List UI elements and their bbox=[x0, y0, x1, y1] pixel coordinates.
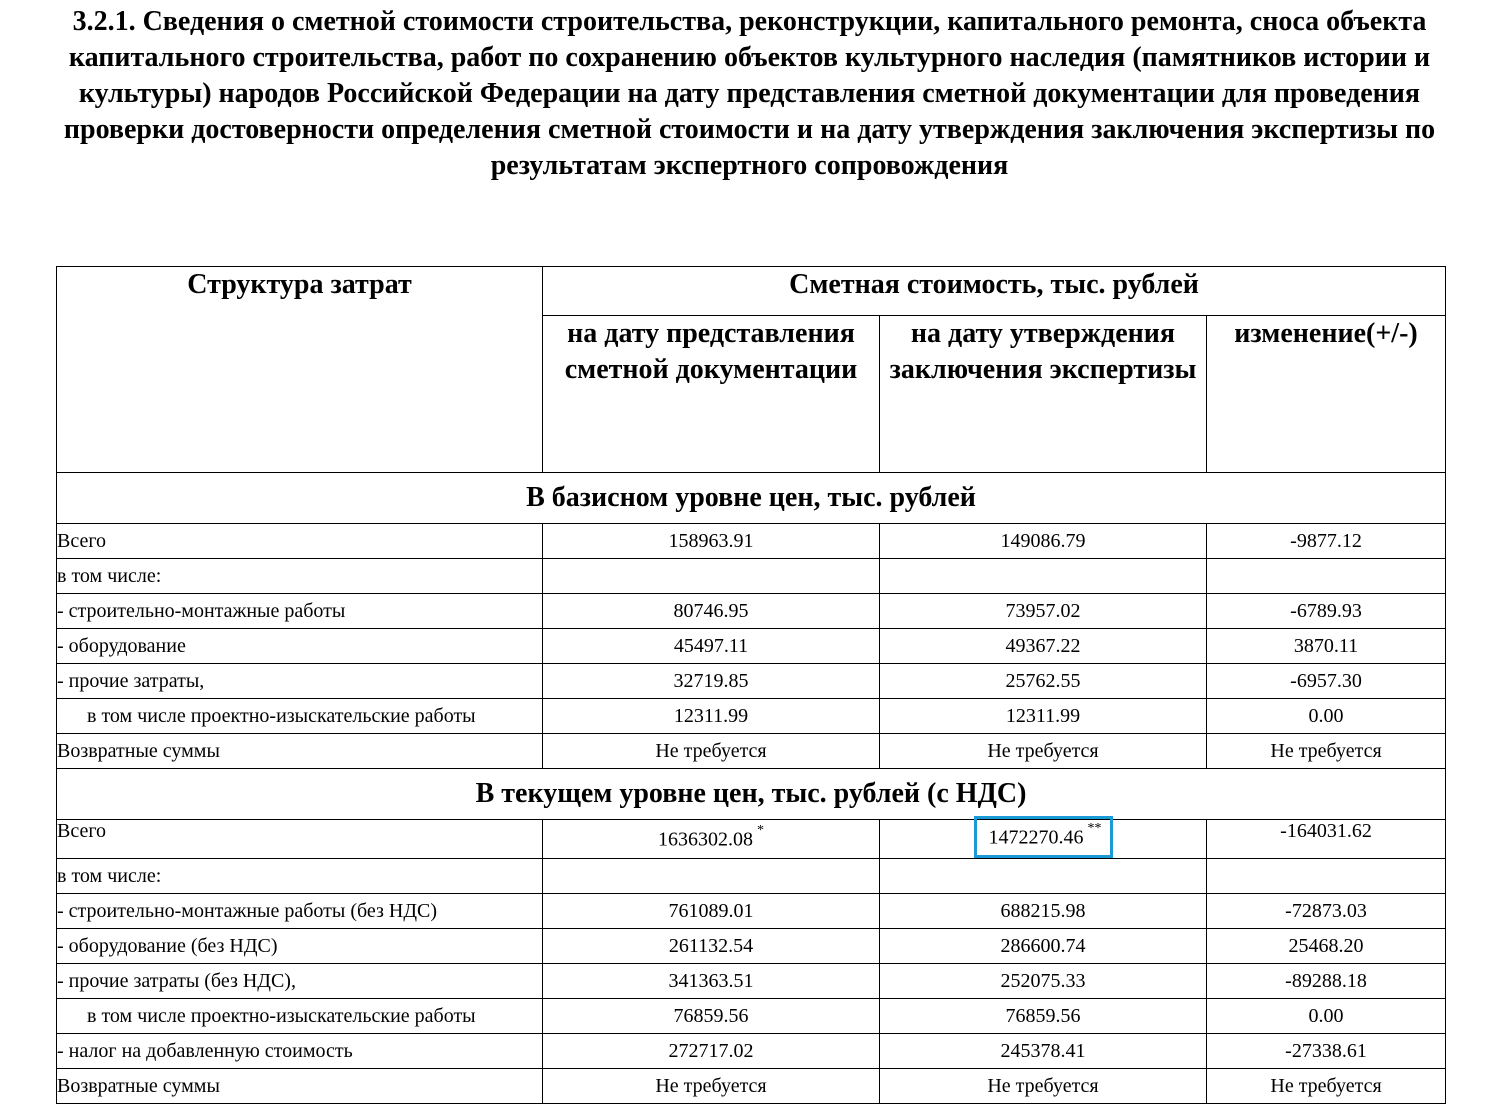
value-approve-text: 1472270.46 bbox=[988, 826, 1084, 849]
value-approve: 76859.56 bbox=[880, 999, 1207, 1034]
footnote-mark: ** bbox=[1087, 820, 1102, 836]
value-submit: 261132.54 bbox=[543, 929, 880, 964]
table-row bbox=[57, 594, 1446, 629]
header-row bbox=[57, 267, 1446, 316]
header-approve-date: на дату утверждения заключения экспертизы bbox=[880, 316, 1207, 473]
value-submit bbox=[543, 859, 880, 894]
row-label: Всего bbox=[57, 820, 543, 859]
value-approve: 252075.33 bbox=[880, 964, 1207, 999]
value-submit: 341363.51 bbox=[543, 964, 880, 999]
value-approve bbox=[880, 820, 1207, 859]
value-submit bbox=[543, 820, 880, 859]
value-change: -164031.62 bbox=[1207, 820, 1446, 859]
value-change: 3870.11 bbox=[1207, 629, 1446, 664]
section-base-title: В базисном уровне цен, тыс. рублей bbox=[57, 473, 1446, 524]
base-rows bbox=[57, 524, 1446, 769]
value-submit: 12311.99 bbox=[543, 699, 880, 734]
value-approve: 73957.02 bbox=[880, 594, 1207, 629]
section-row-current bbox=[57, 769, 1446, 820]
table-row bbox=[57, 964, 1446, 999]
row-label: - оборудование (без НДС) bbox=[57, 929, 543, 964]
row-label: - прочие затраты (без НДС), bbox=[57, 964, 543, 999]
value-change: Не требуется bbox=[1207, 1069, 1446, 1104]
row-label: - строительно-монтажные работы (без НДС) bbox=[57, 894, 543, 929]
header-submit-date: на дату представления сметной документации bbox=[543, 316, 880, 473]
value-change: 0.00 bbox=[1207, 699, 1446, 734]
value-change bbox=[1207, 559, 1446, 594]
cost-table bbox=[56, 266, 1446, 1104]
row-label: Возвратные суммы bbox=[57, 1069, 543, 1104]
value-approve bbox=[880, 859, 1207, 894]
value-change: -6957.30 bbox=[1207, 664, 1446, 699]
table-row bbox=[57, 524, 1446, 559]
table-row bbox=[57, 734, 1446, 769]
value-approve: 245378.41 bbox=[880, 1034, 1207, 1069]
value-change: -27338.61 bbox=[1207, 1034, 1446, 1069]
table-row bbox=[57, 1069, 1446, 1104]
row-label: в том числе: bbox=[57, 859, 543, 894]
table-row bbox=[57, 929, 1446, 964]
value-change: -89288.18 bbox=[1207, 964, 1446, 999]
value-approve: 149086.79 bbox=[880, 524, 1207, 559]
value-change bbox=[1207, 859, 1446, 894]
row-label: - налог на добавленную стоимость bbox=[57, 1034, 543, 1069]
row-label: Возвратные суммы bbox=[57, 734, 543, 769]
value-approve: 286600.74 bbox=[880, 929, 1207, 964]
row-label: в том числе проектно-изыскательские работы bbox=[57, 699, 543, 734]
header-change: изменение(+/-) bbox=[1207, 316, 1446, 473]
value-submit: 761089.01 bbox=[543, 894, 880, 929]
table-row bbox=[57, 894, 1446, 929]
value-submit: 45497.11 bbox=[543, 629, 880, 664]
value-submit: 158963.91 bbox=[543, 524, 880, 559]
footnote-mark: * bbox=[757, 822, 764, 838]
value-change: Не требуется bbox=[1207, 734, 1446, 769]
current-rows bbox=[57, 859, 1446, 1104]
value-change: 0.00 bbox=[1207, 999, 1446, 1034]
value-submit: Не требуется bbox=[543, 734, 880, 769]
table-row bbox=[57, 1034, 1446, 1069]
value-submit: 272717.02 bbox=[543, 1034, 880, 1069]
section-row-base bbox=[57, 473, 1446, 524]
value-change: -72873.03 bbox=[1207, 894, 1446, 929]
header-structure: Структура затрат bbox=[57, 267, 543, 473]
value-submit bbox=[543, 559, 880, 594]
row-label: - строительно-монтажные работы bbox=[57, 594, 543, 629]
value-approve: 25762.55 bbox=[880, 664, 1207, 699]
value-change: -9877.12 bbox=[1207, 524, 1446, 559]
row-label: Всего bbox=[57, 524, 543, 559]
table-row bbox=[57, 559, 1446, 594]
section-current-title: В текущем уровне цен, тыс. рублей (с НДС) bbox=[57, 769, 1446, 820]
value-change: -6789.93 bbox=[1207, 594, 1446, 629]
value-approve: Не требуется bbox=[880, 1069, 1207, 1104]
value-approve bbox=[880, 559, 1207, 594]
value-approve: 49367.22 bbox=[880, 629, 1207, 664]
row-label: - прочие затраты, bbox=[57, 664, 543, 699]
table-row bbox=[57, 820, 1446, 859]
row-label: в том числе: bbox=[57, 559, 543, 594]
header-cost: Сметная стоимость, тыс. рублей bbox=[543, 267, 1446, 316]
value-submit-text: 1636302.08 bbox=[658, 828, 753, 851]
value-submit: 32719.85 bbox=[543, 664, 880, 699]
table-row bbox=[57, 999, 1446, 1034]
table-row bbox=[57, 629, 1446, 664]
row-label: в том числе проектно-изыскательские работы bbox=[57, 999, 543, 1034]
table-row bbox=[57, 859, 1446, 894]
highlighted-value-box bbox=[977, 819, 1110, 856]
row-label: - оборудование bbox=[57, 629, 543, 664]
value-approve: Не требуется bbox=[880, 734, 1207, 769]
value-submit: Не требуется bbox=[543, 1069, 880, 1104]
value-submit: 80746.95 bbox=[543, 594, 880, 629]
table-row bbox=[57, 664, 1446, 699]
value-approve: 688215.98 bbox=[880, 894, 1207, 929]
table-row bbox=[57, 699, 1446, 734]
value-change: 25468.20 bbox=[1207, 929, 1446, 964]
document-title: 3.2.1. Сведения о сметной стоимости строительства, реконструкции, капитального ремонта, сноса объекта капитального строительства, работ по сохранению объектов культурного наследия (памятников истории и культуры) народов Российской Федерации на дату представления сметной документации для проведения проверки достоверности определения сметной стоимости и на дату утверждения заключения экспертизы по результатам экспертного сопровождения bbox=[63, 6, 1436, 181]
value-submit: 76859.56 bbox=[543, 999, 880, 1034]
value-approve: 12311.99 bbox=[880, 699, 1207, 734]
